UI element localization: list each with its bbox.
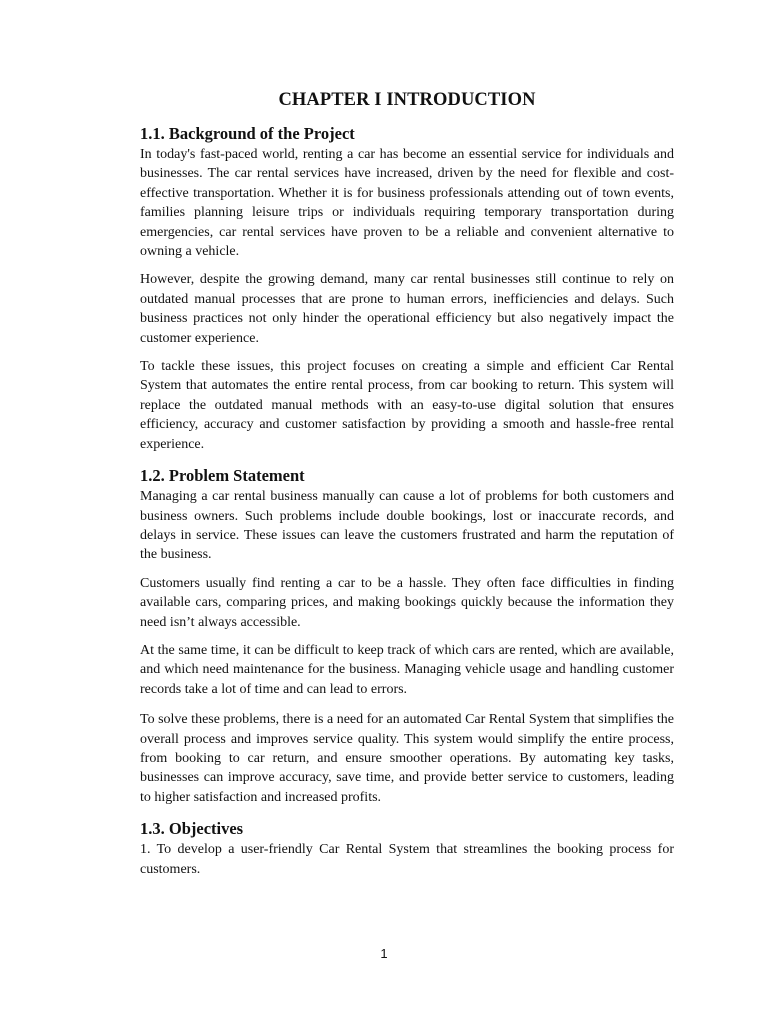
section-objectives	[140, 818, 674, 879]
paragraph: In today's fast-paced world, renting a car has become an essential service for individuals and businesses. The car rental services have increased, driven by the need for flexible and cost-effective transportation. Whether it is for business professionals attending out of town events, families planning leisure trips or individuals requiring temporary transportation during emergencies, car rental services have proven to be a reliable and convenient alternative to owning a vehicle.	[140, 147, 674, 260]
section-background	[140, 123, 674, 454]
section-heading: 1.3. Objectives	[140, 819, 244, 839]
objective-item: 1. To develop a user-friendly Car Rental System that streamlines the booking process for customers.	[140, 842, 674, 877]
paragraph: To tackle these issues, this project focuses on creating a simple and efficient Car Rental System that automates the entire rental process, from car booking to return. This system will replace the outdated manual methods with an easy-to-use digital solution that ensures efficiency, accuracy and customer satisfaction by providing a smooth and hassle-free rental experience.	[140, 359, 674, 452]
paragraph: At the same time, it can be difficult to keep track of which cars are rented, which are available, and which need maintenance for the business. Managing vehicle usage and handling customer records take a lot of time and can lead to errors.	[140, 642, 674, 697]
page-content	[140, 89, 674, 890]
paragraph: Customers usually find renting a car to be a hassle. They often face difficulties in finding available cars, comparing prices, and making bookings quickly because the information they need isn’t always accessible.	[140, 575, 674, 630]
page-number: 1	[380, 946, 388, 961]
paragraph: To solve these problems, there is a need for an automated Car Rental System that simplifies the overall process and improves service quality. This system would simplify the entire process, from booking to car return, and ensure smoother operations. By automating key tasks, businesses can improve accuracy, save time, and provide better service to customers, leading to higher satisfaction and increased profits.	[140, 712, 674, 805]
section-heading: 1.1. Background of the Project	[140, 124, 355, 143]
section-problem-statement	[140, 465, 674, 807]
chapter-title: CHAPTER I INTRODUCTION	[278, 90, 536, 110]
paragraph: Managing a car rental business manually can cause a lot of problems for both customers and business owners. Such problems include double bookings, lost or inaccurate records, and delays in service. These issues can leave the customers frustrated and harm the reputation of the business.	[140, 489, 674, 563]
paragraph: However, despite the growing demand, many car rental businesses still continue to rely on outdated manual processes that are prone to human errors, inefficiencies and delays. Such business practices not only hinder the operational efficiency but also negatively impact the customer experience.	[140, 272, 674, 346]
section-heading: 1.2. Problem Statement	[140, 466, 305, 486]
